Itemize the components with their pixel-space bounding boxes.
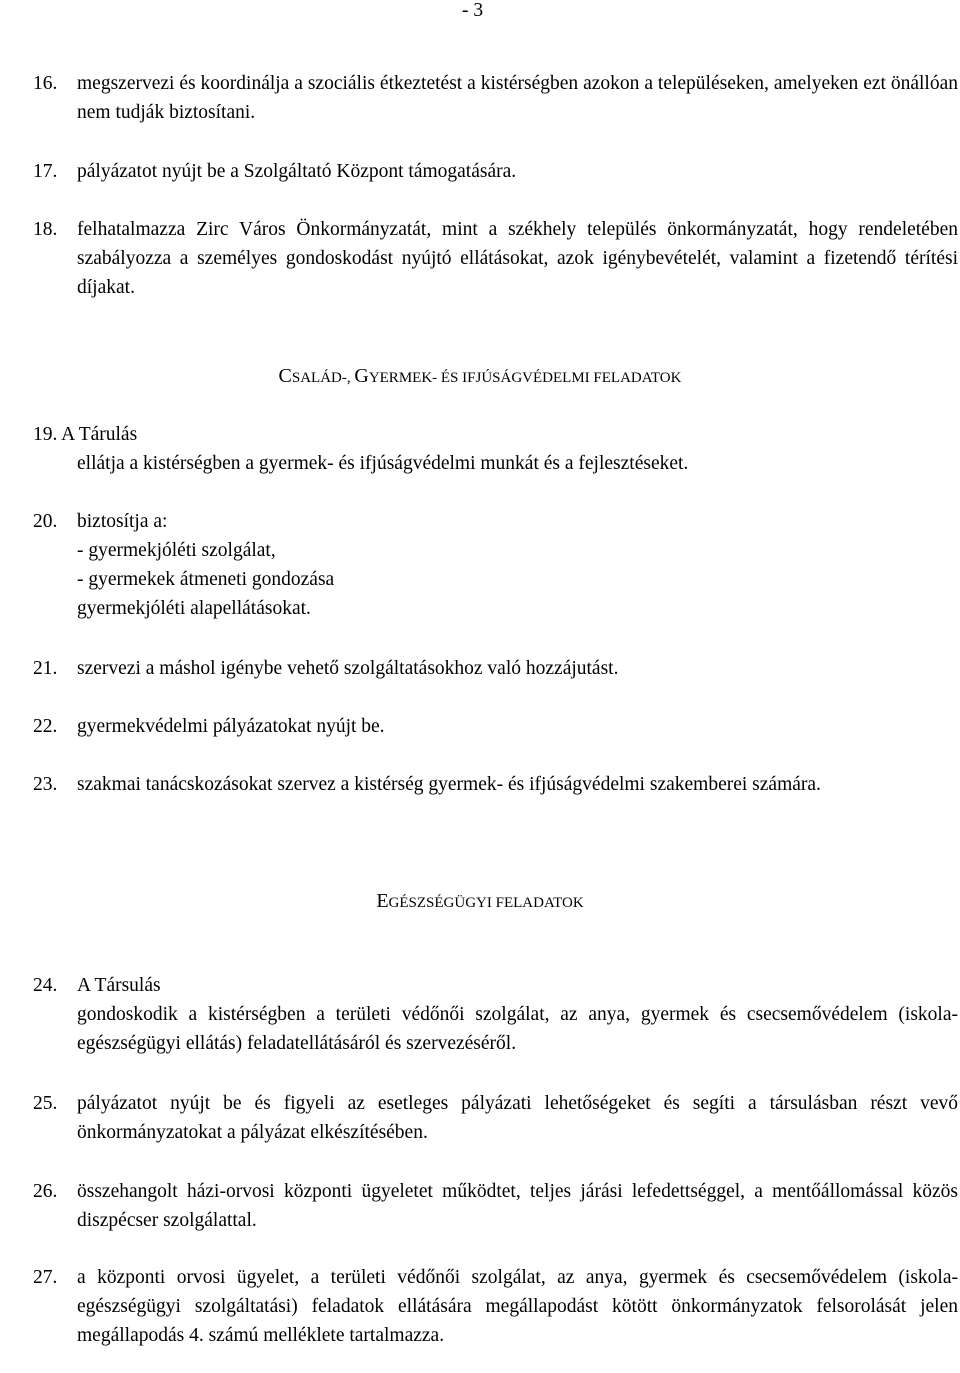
item-number: 17. [33, 161, 58, 182]
item-text: gyermekvédelmi pályázatokat nyújt be. [77, 716, 385, 737]
item-line: biztosítja a: [77, 511, 168, 532]
item-text: ellátja a kistérségben a gyermek- és ifjúságvédelmi munkát és a fejlesztéseket. [77, 453, 689, 474]
item-line: - gyermekek átmeneti gondozása [77, 569, 335, 590]
item-text: összehangolt házi-orvosi központi ügyeletet működtet, teljes járási lefedettséggel, a mentőállomással közös diszpécser szolgálattal. [77, 1181, 958, 1231]
list-item [33, 1089, 958, 1147]
list-item [33, 971, 958, 1058]
item-text: szakmai tanácskozásokat szervez a kistérség gyermek- és ifjúságvédelmi szakemberei számára. [77, 774, 821, 795]
item-text: szervezi a máshol igénybe vehető szolgáltatásokhoz való hozzájutást. [77, 658, 619, 679]
list-item [33, 69, 958, 127]
item-number: 18. [33, 219, 58, 240]
list-item [33, 654, 958, 683]
list-item [33, 215, 958, 302]
item-text: megszervezi és koordinálja a szociális étkeztetést a kistérségben azokon a településeken, amelyeken ezt önállóan nem tudják biztosítani. [77, 73, 958, 123]
list-item [33, 157, 958, 186]
list-item [33, 420, 958, 478]
list-item [33, 1177, 958, 1235]
item-number: 25. [33, 1093, 58, 1114]
section-heading-family-child-youth: CSALÁD-, GYERMEK- ÉS IFJÚSÁGVÉDELMI FELADATOK [278, 365, 682, 387]
section-heading-health: EGÉSZSÉGÜGYI FELADATOK [376, 890, 584, 912]
list-item [33, 770, 958, 799]
item-number: 20. [33, 511, 58, 532]
item-number: 16. [33, 73, 58, 94]
page-number: - 3 [462, 0, 484, 21]
item-number: 24. [33, 975, 58, 996]
item-line: - gyermekjóléti szolgálat, [77, 540, 276, 561]
item-text: pályázatot nyújt be a Szolgáltató Központ támogatására. [77, 161, 517, 182]
list-item [33, 712, 958, 741]
list-item [33, 507, 958, 623]
item-number: 23. [33, 774, 58, 795]
item-lead: 19. A Tárulás [33, 424, 138, 445]
item-number: 26. [33, 1181, 58, 1202]
item-number: 27. [33, 1267, 58, 1288]
item-text: a központi orvosi ügyelet, a területi védőnői szolgálat, az anya, gyermek és csecsemővédelem (iskola- egészségügyi szolgáltatási) feladatok ellátására megállapodást kötött önkormányzatok felsorolását jelen megállapodás 4. számú melléklete tartalmazza. [77, 1267, 958, 1346]
item-number: 22. [33, 716, 58, 737]
item-number: 21. [33, 658, 58, 679]
item-line: gyermekjóléti alapellátásokat. [77, 598, 311, 619]
item-text: felhatalmazza Zirc Város Önkormányzatát, mint a székhely település önkormányzatát, hogy rendeletében szabályozza a személyes gondoskodást nyújtó ellátásokat, azok igénybevételét, valamint a fizetendő térítési díjakat. [77, 219, 958, 298]
item-text: pályázatot nyújt be és figyeli az esetleges pályázati lehetőségeket és segíti a társulásban részt vevő önkormányzatokat a pályázat elkészítésében. [77, 1093, 958, 1143]
item-lead: A Társulás [77, 975, 161, 996]
item-text: gondoskodik a kistérségben a területi védőnői szolgálat, az anya, gyermek és csecsemővédelem (iskola-egészségügyi ellátás) feladatellátásáról és szervezéséről. [77, 1004, 958, 1054]
list-item [33, 1263, 958, 1350]
